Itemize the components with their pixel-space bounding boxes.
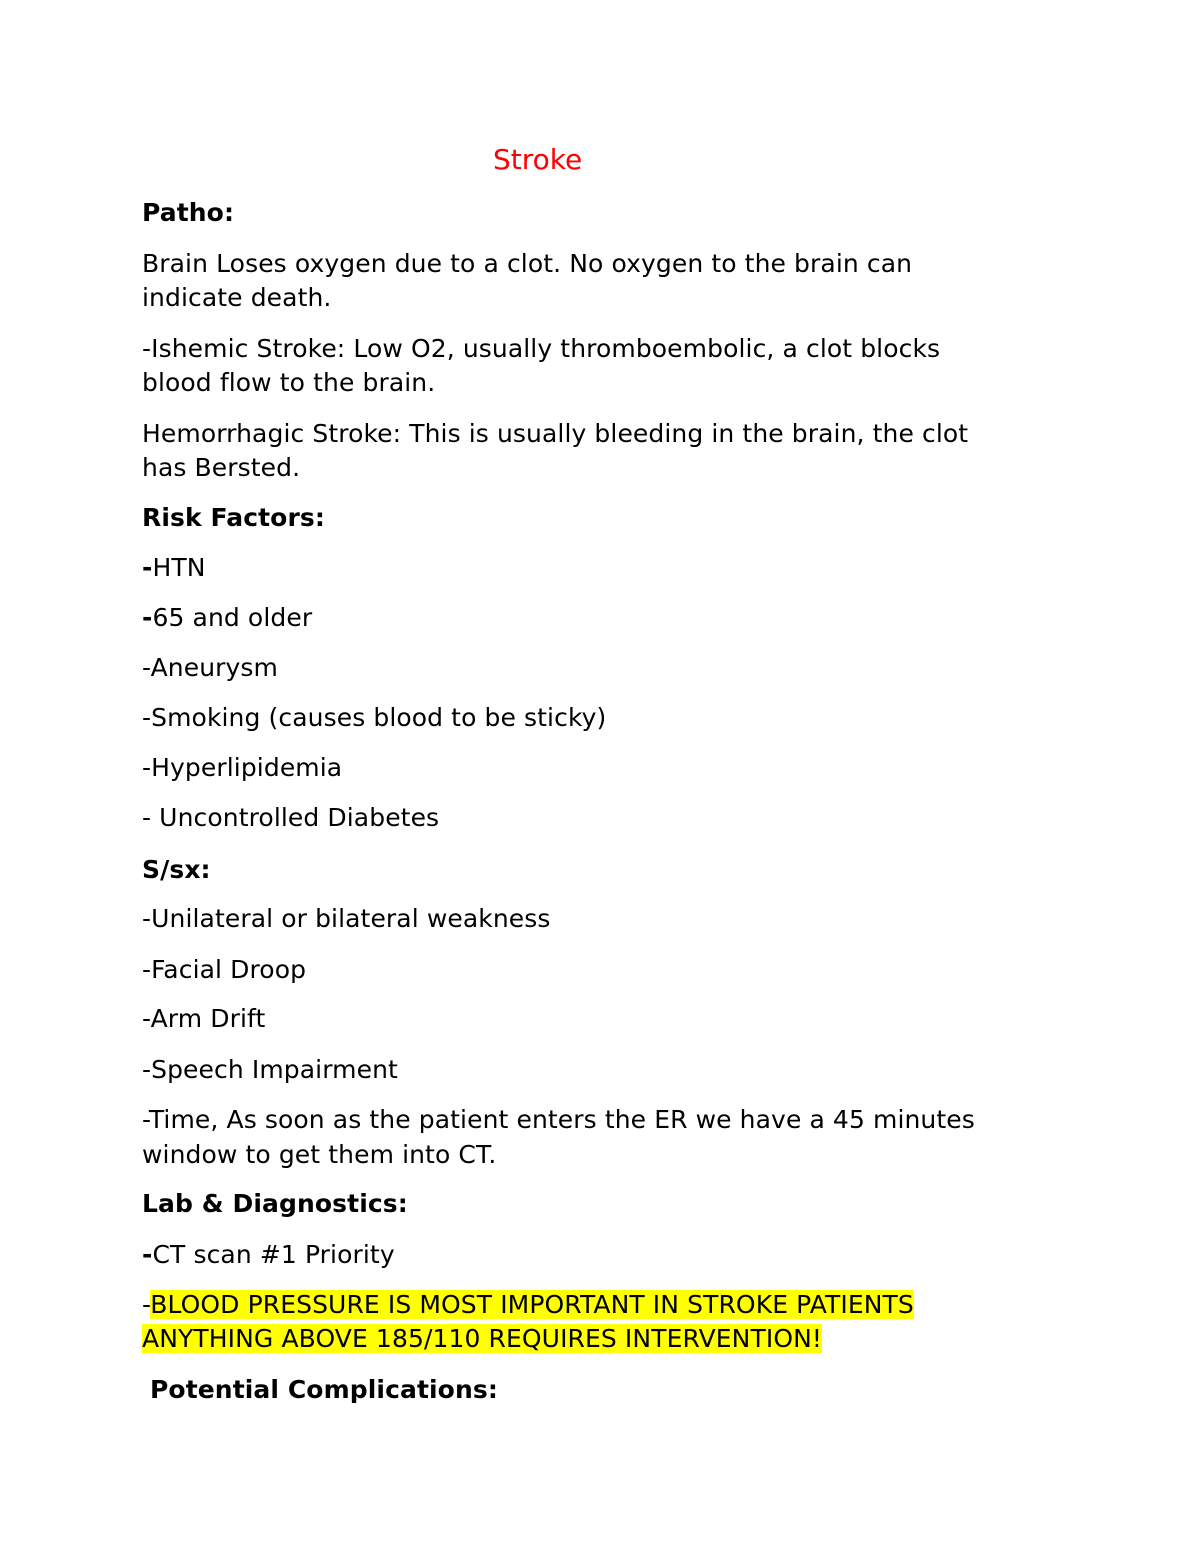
lab-diagnostics-heading: Lab & Diagnostics:	[142, 1189, 408, 1218]
risk-factor-text: -Aneurysm	[142, 653, 278, 682]
risk-factor-item	[142, 601, 312, 635]
risk-factor-item	[142, 701, 606, 735]
ischemic-stroke-line-2: blood flow to the brain.	[142, 368, 436, 397]
risk-factor-item	[142, 751, 342, 785]
patho-paragraph-1-line-2: indicate death.	[142, 283, 332, 312]
ssx-item: -Unilateral or bilateral weakness	[142, 904, 551, 933]
hemorrhagic-stroke-line-1: Hemorrhagic Stroke: This is usually bleeding in the brain, the clot	[142, 419, 969, 448]
risk-factors-heading: Risk Factors:	[142, 503, 325, 532]
hemorrhagic-stroke-line-2: has Bersted.	[142, 453, 301, 482]
ssx-item: -Speech Impairment	[142, 1055, 398, 1084]
lab-ct-dash: -	[142, 1240, 153, 1269]
bp-warning-line-2	[142, 1322, 822, 1356]
document-title: Stroke	[493, 143, 583, 176]
ssx-heading: S/sx:	[142, 855, 211, 884]
risk-factor-text: -Hyperlipidemia	[142, 753, 343, 782]
bp-warning-line-1	[142, 1288, 914, 1322]
lab-ct-text: CT scan #1 Priority	[152, 1240, 395, 1269]
risk-factor-item	[142, 551, 206, 585]
ssx-item: -Arm Drift	[142, 1004, 266, 1033]
ischemic-stroke-line-1: -Ishemic Stroke: Low O2, usually thromboembolic, a clot blocks	[142, 334, 941, 363]
ssx-time-line-1: -Time, As soon as the patient enters the ER we have a 45 minutes	[142, 1105, 975, 1134]
bp-warning-dash: -	[142, 1290, 151, 1319]
risk-factor-item	[142, 651, 278, 685]
ssx-item: -Facial Droop	[142, 955, 307, 984]
patho-heading: Patho:	[142, 198, 235, 227]
potential-complications-heading: Potential Complications:	[150, 1375, 498, 1404]
bp-warning-highlight: ANYTHING ABOVE 185/110 REQUIRES INTERVENTION!	[142, 1324, 823, 1353]
bp-warning-highlight: BLOOD PRESSURE IS MOST IMPORTANT IN STROKE PATIENTS	[150, 1290, 914, 1319]
risk-factor-text: -Smoking (causes blood to be sticky)	[142, 703, 607, 732]
risk-factor-dash: -	[142, 603, 153, 632]
patho-paragraph-1-line-1: Brain Loses oxygen due to a clot. No oxygen to the brain can	[142, 249, 913, 278]
ssx-time-line-2: window to get them into CT.	[142, 1140, 497, 1169]
lab-item-ct	[142, 1238, 395, 1272]
risk-factor-text: - Uncontrolled Diabetes	[142, 803, 440, 832]
risk-factor-item	[142, 801, 439, 835]
risk-factor-text: 65 and older	[152, 603, 313, 632]
risk-factor-text: HTN	[152, 553, 206, 582]
risk-factor-dash: -	[142, 553, 153, 582]
